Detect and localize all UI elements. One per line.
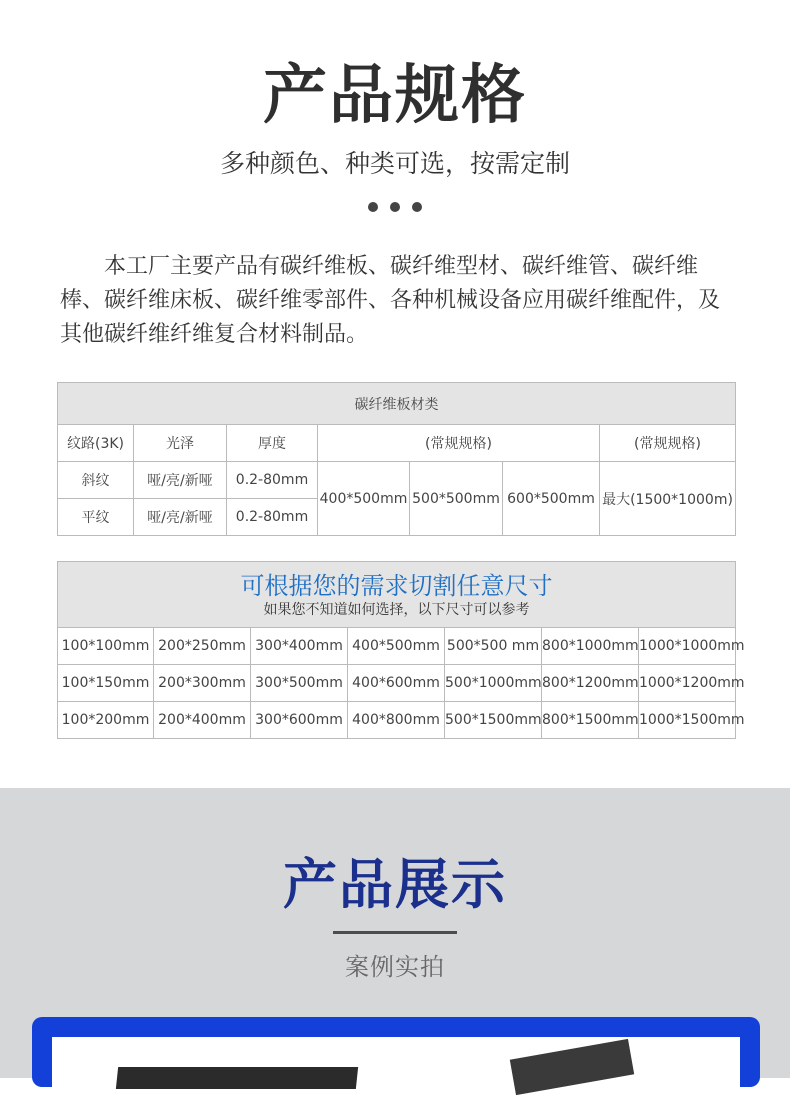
table-cell: 哑/亮/新哑 (134, 462, 227, 499)
table-header: (常规规格) (600, 425, 736, 462)
gallery-section (0, 788, 790, 1078)
table-cell: 400*500mm (348, 628, 445, 665)
table-cell: 最大(1500*1000m) (600, 462, 736, 536)
dot-icon (368, 202, 378, 212)
table-title-cell (58, 562, 736, 628)
carbon-plate-image (510, 1039, 634, 1095)
table-cell: 平纹 (58, 499, 134, 536)
table-cell: 0.2-80mm (227, 499, 318, 536)
table-cell: 500*500 mm (445, 628, 542, 665)
table-row (58, 702, 736, 739)
table-cell: 500*500mm (410, 462, 503, 536)
table-header: (常规规格) (318, 425, 600, 462)
table-cell: 600*500mm (503, 462, 600, 536)
table-cell: 斜纹 (58, 462, 134, 499)
table-title: 可根据您的需求切割任意尺寸 (240, 571, 553, 600)
table-title: 碳纤维板材类 (58, 383, 736, 425)
table-cell: 200*400mm (154, 702, 251, 739)
carbon-plate-image (116, 1067, 358, 1089)
table-cell: 1000*1200mm (639, 665, 736, 702)
table-header: 纹路(3K) (58, 425, 134, 462)
table-cell: 300*500mm (251, 665, 348, 702)
table-cell: 800*1000mm (542, 628, 639, 665)
table-row (58, 665, 736, 702)
table-cell: 1000*1500mm (639, 702, 736, 739)
table-cell: 哑/亮/新哑 (134, 499, 227, 536)
table-cell: 500*1500mm (445, 702, 542, 739)
table-cell: 400*600mm (348, 665, 445, 702)
table-header: 光泽 (134, 425, 227, 462)
table-cell: 200*250mm (154, 628, 251, 665)
table-cell: 1000*1000mm (639, 628, 736, 665)
table-cell: 100*200mm (58, 702, 154, 739)
table-cell: 0.2-80mm (227, 462, 318, 499)
spec-subtitle: 多种颜色、种类可选，按需定制 (219, 149, 570, 178)
plate-spec-table (57, 382, 736, 536)
dot-icon (412, 202, 422, 212)
table-cell: 400*500mm (318, 462, 410, 536)
intro-paragraph: 本工厂主要产品有碳纤维板、碳纤维型材、碳纤维管、碳纤维棒、碳纤维床板、碳纤维零部件、各种机械设备应用碳纤维配件，及其他碳纤维纤维复合材料制品。 (60, 254, 721, 347)
product-photo (52, 1037, 740, 1097)
table-header: 厚度 (227, 425, 318, 462)
table-cell: 800*1500mm (542, 702, 639, 739)
dots-divider (0, 202, 790, 212)
table-cell: 100*150mm (58, 665, 154, 702)
title-underline (333, 931, 457, 934)
table-cell: 800*1200mm (542, 665, 639, 702)
table-cell: 400*800mm (348, 702, 445, 739)
table-row (58, 628, 736, 665)
table-cell: 300*600mm (251, 702, 348, 739)
table-cell: 200*300mm (154, 665, 251, 702)
table-cell: 100*100mm (58, 628, 154, 665)
product-photo-frame (32, 1017, 760, 1087)
table-cell: 300*400mm (251, 628, 348, 665)
cut-size-table (57, 561, 745, 739)
table-cell: 500*1000mm (445, 665, 542, 702)
table-row (58, 462, 736, 499)
table-subtitle: 如果您不知道如何选择，以下尺寸可以参考 (263, 601, 530, 618)
spec-title: 产品规格 (263, 59, 527, 133)
gallery-subtitle: 案例实拍 (345, 953, 445, 981)
dot-icon (390, 202, 400, 212)
gallery-title: 产品展示 (283, 853, 507, 916)
